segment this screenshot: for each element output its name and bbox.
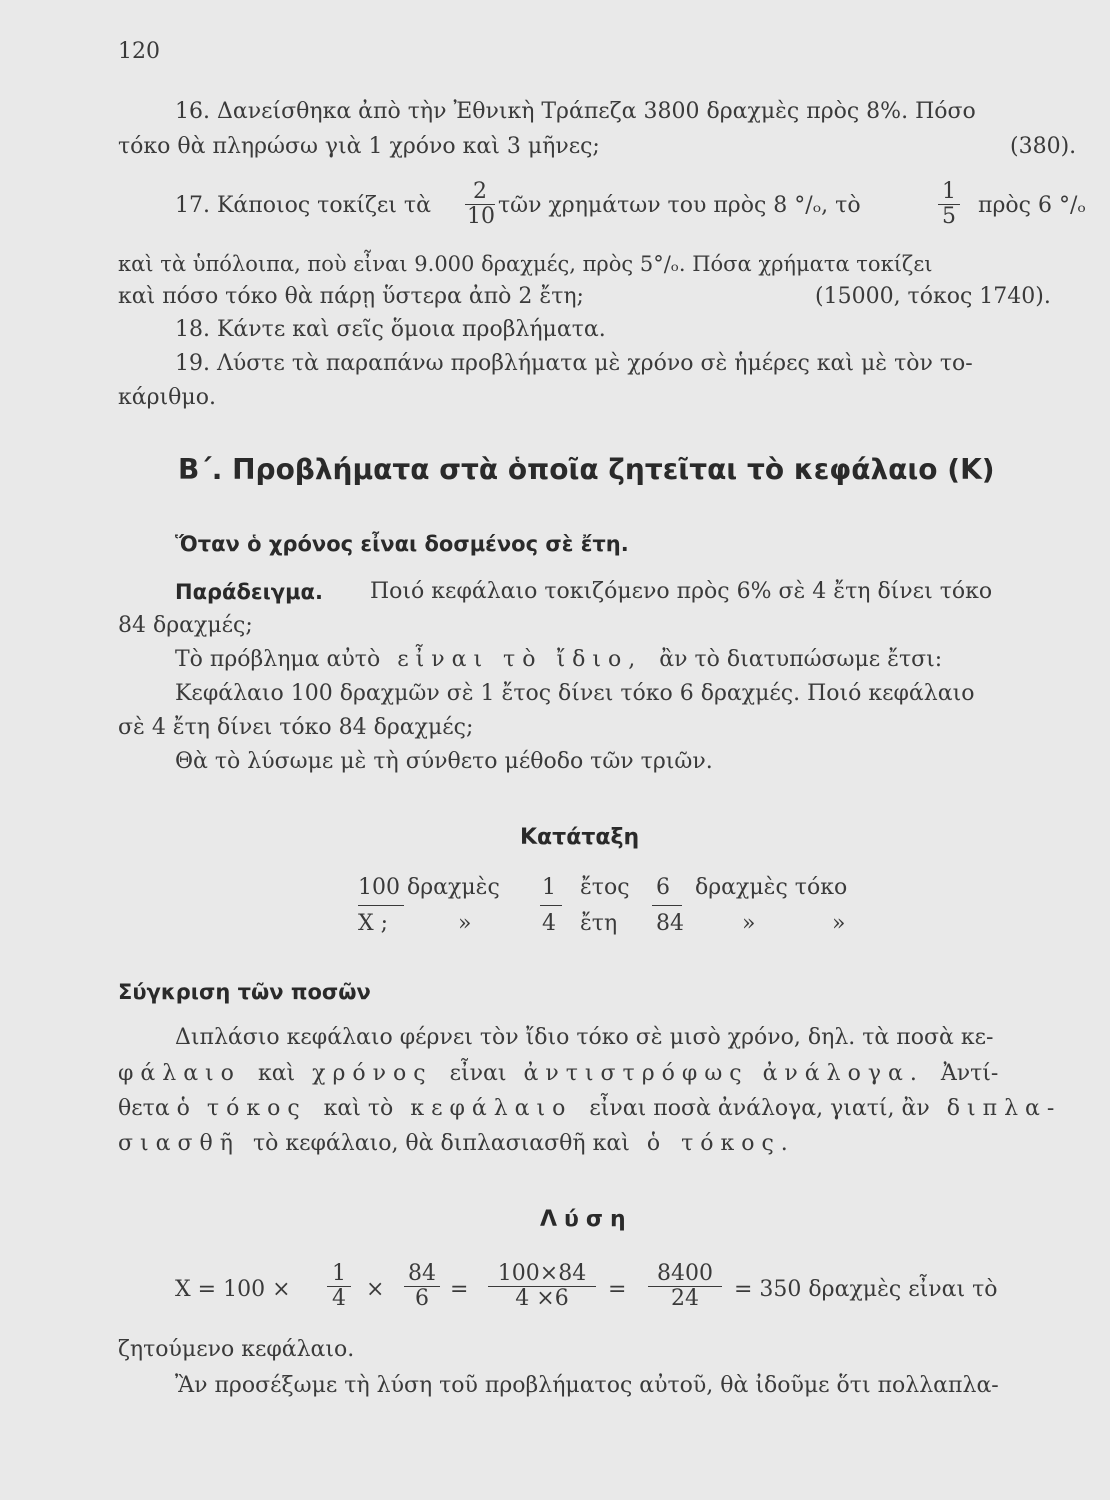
comparison-title: Σύγκριση τῶν ποσῶν	[118, 980, 371, 1004]
classification-cell: 84	[656, 911, 684, 936]
fraction-denominator: 4 ×6	[515, 1286, 569, 1311]
plain-word: θετα ὁ	[118, 1096, 190, 1121]
emphasized-word: τόκος	[206, 1096, 307, 1121]
emphasized-word: διπλα-	[946, 1096, 1062, 1121]
fraction-denominator: 10	[467, 204, 495, 229]
example-line-3-spaced: εἶναι τὸ ἴδιο,	[397, 647, 643, 672]
fraction-numerator: 2	[465, 180, 495, 205]
emphasized-word: ἀντιστρόφως ἀνάλογα.	[523, 1061, 924, 1086]
fraction-numerator: 1	[327, 1262, 351, 1287]
section-title: Β΄. Προβλήματα στὰ ὁποῖα ζητεῖται τὸ κεφάλαιο (Κ)	[178, 453, 995, 486]
problem-16-line-1: 16. Δανείσθηκα ἀπὸ τὴν Ἐθνικὴ Τράπεζα 3800 δραχμὲς πρὸς 8%. Πόσο	[175, 99, 976, 124]
fraction-8400-over-24	[648, 1262, 722, 1311]
example-line-2: 84 δραχμές;	[118, 613, 253, 638]
problem-16-line-2: τόκο θὰ πληρώσω γιὰ 1 χρόνο καὶ 3 μῆνες;	[118, 134, 600, 159]
fraction-product	[488, 1262, 596, 1311]
plain-word: καὶ	[257, 1061, 296, 1086]
classification-cell: 1	[542, 875, 556, 900]
fraction-numerator: 100×84	[488, 1262, 596, 1287]
solution-continuation: ζητούμενο κεφάλαιο.	[118, 1337, 355, 1362]
classification-cell: ἔτος	[580, 875, 630, 900]
fraction-denominator: 24	[671, 1286, 699, 1311]
plain-word: τὸ κεφάλαιο, θὰ διπλασιασθῆ καὶ	[252, 1131, 630, 1156]
problem-17-start: 17. Κάποιος τοκίζει τὰ	[175, 193, 431, 218]
emphasized-word: κεφάλαιο	[410, 1096, 573, 1121]
emphasized-word: σιασθῆ	[118, 1131, 240, 1156]
example-line-4: Κεφάλαιο 100 δραχμῶν σὲ 1 ἔτος δίνει τόκο 6 δραχμές. Ποιό κεφάλαιο	[175, 681, 975, 706]
fraction-two-tenths	[465, 180, 495, 229]
classification-cell: δραχμὲς τόκο	[695, 875, 848, 900]
example-line-3	[175, 646, 942, 674]
problem-17-answer: (15000, τόκος 1740).	[815, 284, 1051, 309]
page-number: 120	[118, 39, 160, 64]
problem-19-line-1: 19. Λύστε τὰ παραπάνω προβλήματα μὲ χρόνο σὲ ἡμέρες καὶ μὲ τὸν το-	[175, 351, 973, 376]
fraction-denominator: 6	[415, 1286, 429, 1311]
times-sign: ×	[366, 1277, 385, 1302]
plain-word: καὶ τὸ	[323, 1096, 394, 1121]
fraction-numerator: 1	[938, 180, 960, 205]
classification-cell: 100 δραχμὲς	[358, 875, 500, 900]
plain-word: Ἀντί-	[940, 1061, 999, 1086]
classification-cell: »	[458, 911, 472, 936]
equals-sign: =	[608, 1277, 627, 1302]
classification-cell: Χ ;	[358, 911, 389, 936]
fraction-one-fifth	[938, 180, 960, 229]
fraction-one-quarter	[327, 1262, 351, 1311]
problem-19-line-2: κάριθμο.	[118, 385, 216, 410]
problem-17-middle: τῶν χρημάτων του πρὸς 8 °/ₒ, τὸ	[498, 193, 861, 218]
comparison-line-2	[118, 1060, 998, 1088]
emphasized-word: ὁ τόκος.	[646, 1131, 795, 1156]
plain-word: εἶναι	[449, 1061, 507, 1086]
divider	[652, 905, 682, 906]
comparison-line-3	[118, 1095, 1061, 1123]
comparison-line-1: Διπλάσιο κεφάλαιο φέρνει τὸν ἴδιο τόκο σὲ μισὸ χρόνο, δηλ. τὰ ποσὰ κε-	[175, 1025, 994, 1050]
classification-cell: »	[742, 911, 756, 936]
problem-17-line-3: καὶ πόσο τόκο θὰ πάρῃ ὕστερα ἀπὸ 2 ἔτη;	[118, 284, 584, 309]
problem-17-line-2: καὶ τὰ ὑπόλοιπα, ποὺ εἶναι 9.000 δραχμές, πρὸς 5°/ₒ. Πόσα χρήματα τοκίζει	[118, 252, 933, 276]
plain-word: εἶναι ποσὰ ἀνάλογα, γιατί, ἂν	[589, 1096, 930, 1121]
fraction-84-over-6	[404, 1262, 440, 1311]
fraction-denominator: 4	[332, 1286, 346, 1311]
classification-cell: 4	[542, 911, 556, 936]
classification-title: Κατάταξη	[520, 825, 640, 850]
equals-sign: =	[450, 1277, 469, 1302]
problem-16-answer: (380).	[1010, 134, 1077, 159]
example-line-5: σὲ 4 ἔτη δίνει τόκο 84 δραχμές;	[118, 715, 474, 740]
example-label: Παράδειγμα.	[175, 580, 323, 604]
closing-line: Ἂν προσέξωμε τὴ λύση τοῦ προβλήματος αὐτοῦ, θὰ ἰδοῦμε ὅτι πολλαπλα-	[175, 1373, 999, 1398]
example-line-1: Ποιό κεφάλαιο τοκιζόμενο πρὸς 6% σὲ 4 ἔτη δίνει τόκο	[370, 579, 993, 604]
fraction-denominator: 5	[942, 204, 956, 229]
example-line-6: Θὰ τὸ λύσωμε μὲ τὴ σύνθετο μέθοδο τῶν τριῶν.	[175, 749, 713, 774]
example-line-3-part-3: ἂν τὸ διατυπώσωμε ἔτσι:	[659, 647, 943, 672]
fraction-numerator: 84	[404, 1262, 440, 1287]
solution-lhs: Χ = 100 ×	[175, 1277, 291, 1302]
classification-cell: »	[832, 911, 846, 936]
fraction-numerator: 8400	[648, 1262, 722, 1287]
solution-title: Λύση	[540, 1207, 633, 1232]
problem-18: 18. Κάντε καὶ σεῖς ὅμοια προβλήματα.	[175, 317, 606, 342]
divider	[358, 905, 404, 906]
classification-cell: 6	[656, 875, 670, 900]
example-line-3-part-1: Τὸ πρόβλημα αὐτὸ	[175, 647, 381, 672]
problem-17-end: πρὸς 6 °/ₒ	[978, 193, 1086, 218]
emphasized-word: φάλαιο	[118, 1061, 241, 1086]
section-subtitle: Ὅταν ὁ χρόνος εἶναι δοσμένος σὲ ἔτη.	[175, 532, 629, 556]
comparison-line-4	[118, 1130, 795, 1158]
solution-result: = 350 δραχμὲς εἶναι τὸ	[734, 1277, 998, 1302]
divider	[540, 905, 562, 906]
emphasized-word: χρόνος	[312, 1061, 433, 1086]
classification-cell: ἔτη	[580, 911, 618, 936]
